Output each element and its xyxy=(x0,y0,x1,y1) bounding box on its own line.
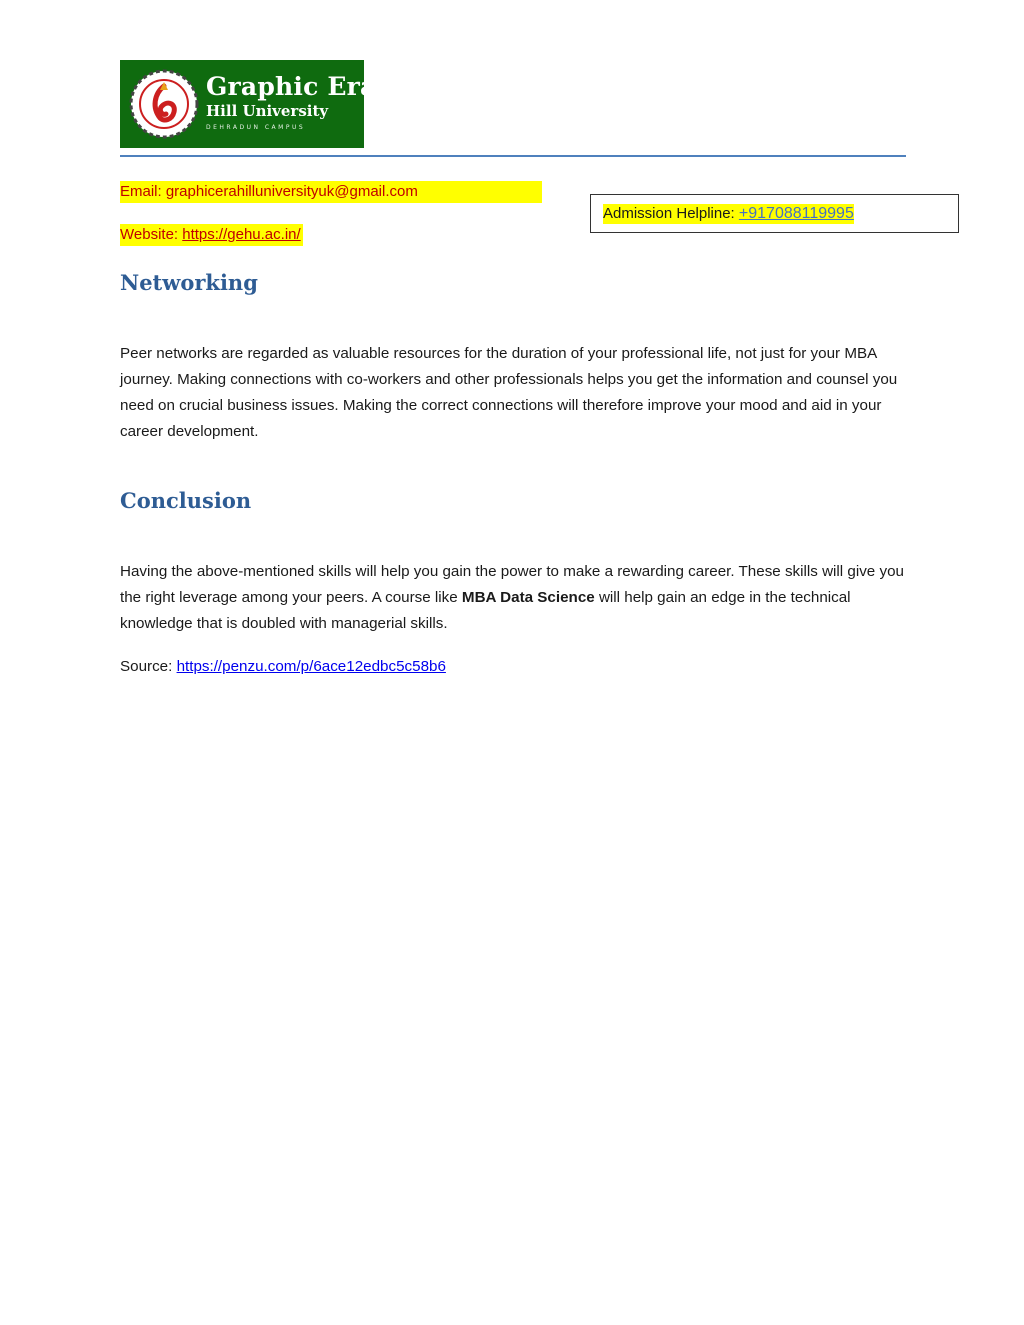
source-line xyxy=(120,654,446,680)
source-label: Source: xyxy=(120,658,177,675)
admission-helpline-box xyxy=(590,194,959,233)
logo-campus: DEHRADUN CAMPUS xyxy=(206,124,306,131)
helpline-label: Admission Helpline: xyxy=(603,205,739,222)
networking-heading: Networking xyxy=(120,270,258,295)
helpline-highlight xyxy=(603,204,854,224)
source-link[interactable]: https://penzu.com/p/6ace12edbc5c58b6 xyxy=(176,658,446,675)
website-line xyxy=(120,224,303,246)
conclusion-text-end: will help gain an edge in the technical knowledge that is doubled with managerial skills. xyxy=(120,589,851,632)
website-label: Website: xyxy=(120,226,183,243)
logo-subtitle: Hill University xyxy=(206,102,329,120)
networking-paragraph: Peer networks are regarded as valuable resources for the duration of your professional life, not just for your MBA journey. Making connections with co-workers and other professionals helps you get the information and counsel you need on crucial business issues. Making the correct connections will therefore improve your mood and aid in your career development. xyxy=(120,345,898,440)
helpline-phone-link[interactable]: +917088119995 xyxy=(738,205,854,222)
course-name: MBA Data Science xyxy=(461,589,595,606)
logo-title: Graphic Era xyxy=(206,72,377,101)
university-emblem-icon xyxy=(128,68,200,140)
conclusion-heading: Conclusion xyxy=(120,488,252,513)
header-divider xyxy=(120,155,906,157)
email-address[interactable]: graphicerahilluniversityuk@gmail.com xyxy=(165,183,418,200)
conclusion-text-start: Having the above-mentioned skills will help you gain the power to make a rewarding career. These skills will give you the right leverage among your peers. A course like xyxy=(120,563,904,606)
email-label: Email: xyxy=(120,183,166,200)
conclusion-paragraph xyxy=(120,559,910,637)
university-logo xyxy=(120,60,377,148)
website-link[interactable]: https://gehu.ac.in/ xyxy=(182,226,301,243)
email-line xyxy=(120,181,542,203)
